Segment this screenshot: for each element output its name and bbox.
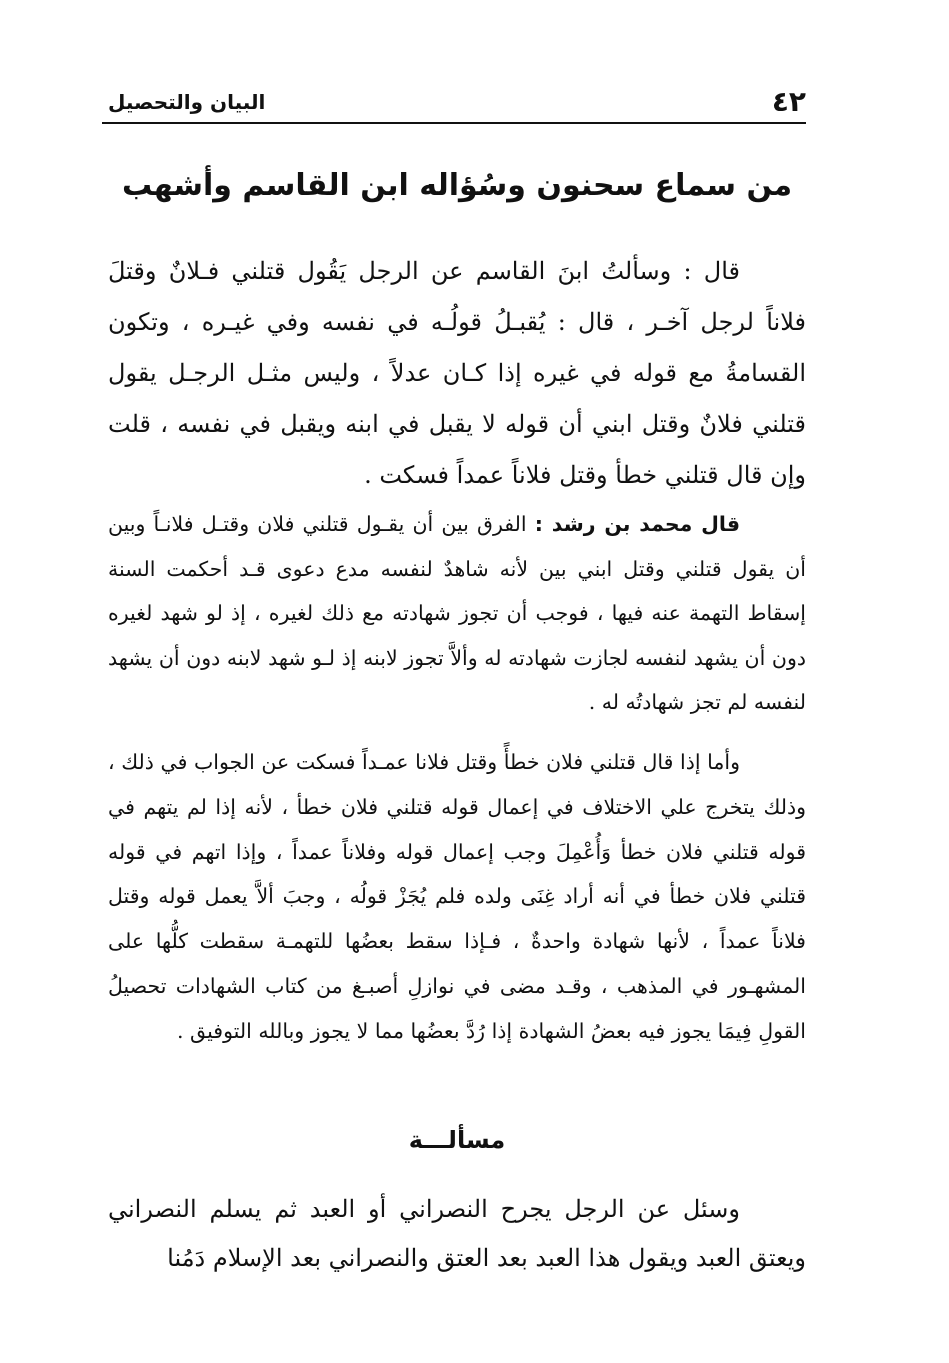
subheading: مسألـــة xyxy=(408,1126,506,1154)
paragraph-new-question: وسئل عن الرجل يجرح النصراني أو العبد ثم يسلم النصراني ويعتق العبد ويقول هذا العبد بعد العتق والنصراني بعد الإسلام دَمُنا xyxy=(108,1195,806,1272)
header-rule xyxy=(102,122,806,124)
commentary-body: الفرق بين أن يقـول قتلني فلان وقتـل فلانـاً وبين أن يقول قتلني وقتل ابني بين لأنه شاهدٌ لنفسه مدع دعوى قـد أحكمت السنة إسقاط التهمة عنه فيها ، فوجب أن تجوز شهادته مع ذلك لغيره ، إذ لو شهد لغيره دون أن يشهد لنفسه لجازت شهادته له وألاَّ تجوز لابنه إذ لـو شهد لابنه دون أن يشهد لنفسه لم تجز شهادتُه له . xyxy=(108,512,806,714)
paragraph-commentary xyxy=(108,502,806,725)
paragraph-question: قال : وسألتُ ابنَ القاسم عن الرجل يَقُول قتلني فـلانٌ وقتلَ فلاناً لرجل آخـر ، قال : يُقبـلُ قولُـه في نفسه وفي غيـره ، وتكون القسامةُ مع قوله في غيره إذا كـان عدلاً ، وليس مثـل الرجـل يقول قتلني فلانٌ وقتل ابني أن قوله لا يقبل في ابنه ويقبل في نفسه ، قلت وإن قال قتلني خطأ وقتل فلاناً عمداً فسكت . xyxy=(108,257,806,489)
commentary-lead: قال محمد بن رشد : xyxy=(534,512,741,536)
page-number: ٤٢ xyxy=(771,85,806,118)
paragraph-discussion: وأما إذا قال قتلني فلان خطأً وقتل فلانا عمـداً فسكت عن الجواب في ذلك ، وذلك يتخرج علي الاختلاف في إعمال قوله قتلني فلان خطأ ، لأنه إذا لم يتهم في قوله قتلني فلان خطأ وَأُعْمِلَ وجب إعمال قوله وفلاناً عمداً ، وإذا اتهم في قوله قتلني فلان خطأ في أنه أراد غِنَى ولده فلم يُجَزْ قولُه ، وجبَ ألاَّ يعمل قوله وقتل فلاناً عمداً ، لأنها شهادة واحدةٌ ، فـإذا سقط بعضُها للتهمـة سقطت كلُّها على المشهـور في المذهب ، وقـد مضى في نوازلِ أصبـغ من كتاب الشهادات تحصيلُ القولِ فِيمَا يجوز فيه بعضُ الشهادة إذا رُدَّ بعضُها مما لا يجوز وبالله التوفيق . xyxy=(108,750,806,1043)
page-header xyxy=(108,82,806,124)
running-title: البيان والتحصيل xyxy=(108,90,266,114)
section-title: من سماع سحنون وسُؤاله ابن القاسم وأشهب xyxy=(121,168,793,203)
